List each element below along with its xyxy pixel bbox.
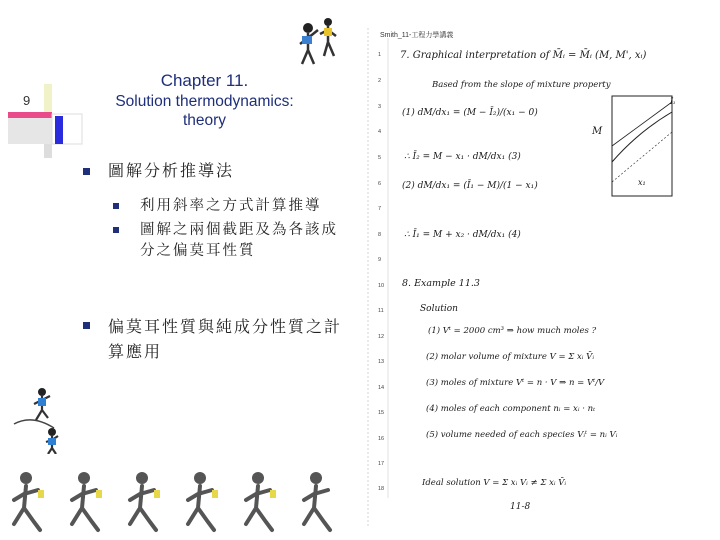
notes-line: (3) moles of mixture Vᵗ = n · V ⇒ n = Vᵗ/V xyxy=(426,378,605,388)
notes-line: (1) Vᵗ = 2000 cm³ ⇒ how much moles ? xyxy=(428,326,597,336)
decorative-squares xyxy=(8,84,84,160)
notes-page-number: 11-8 xyxy=(510,502,531,512)
line-number: 12 xyxy=(378,334,385,340)
notes-line: Based from the slope of mixture property xyxy=(432,80,611,90)
slide-title xyxy=(92,70,317,130)
bullet-marker-icon xyxy=(113,203,119,209)
line-number: 3 xyxy=(378,104,382,110)
graph-label-y-right: Ī₁ xyxy=(670,98,676,106)
handwritten-notes-image xyxy=(360,28,680,528)
line-number: 5 xyxy=(378,155,382,161)
slide-number: 9 xyxy=(23,93,31,108)
sub-bullet-item xyxy=(80,196,350,217)
bullet-item xyxy=(80,160,350,182)
bullet-marker-icon xyxy=(83,168,90,175)
sub-bullet-text: 圖解之兩個截距及為各該成分之偏莫耳性質 xyxy=(140,222,338,259)
notes-line: (1) dM/dx₁ = (M − Ī₂)/(x₁ − 0) xyxy=(402,108,538,118)
line-number: 1 xyxy=(378,52,382,58)
bullet-marker-icon xyxy=(113,227,119,233)
bullet-text: 圖解分析推導法 xyxy=(108,161,235,180)
bullet-marker-icon xyxy=(83,322,90,329)
line-number: 9 xyxy=(378,257,382,263)
graph-label-x: x₁ xyxy=(638,178,646,187)
graph-label-y-left: M xyxy=(592,126,603,137)
bullet-item xyxy=(80,314,350,364)
line-number: 13 xyxy=(378,359,385,365)
climbers-illustration xyxy=(296,16,340,70)
notes-line: ∴ Ī₁ = M + x₂ · dM/dx₁ (4) xyxy=(404,230,521,240)
climber-rope-illustration xyxy=(12,384,62,454)
bullet-list xyxy=(80,160,350,378)
notes-line: (2) molar volume of mixture V = Σ xᵢ V̄ᵢ xyxy=(426,352,595,362)
notes-line: Solution xyxy=(420,304,458,314)
notes-line: (4) moles of each component nᵢ = xᵢ · nₜ xyxy=(426,404,596,414)
sub-bullet-text: 利用斜率之方式計算推導 xyxy=(140,198,322,214)
line-number: 6 xyxy=(378,181,382,187)
title-line-1: Chapter 11. xyxy=(160,71,249,90)
line-number: 2 xyxy=(378,78,382,84)
line-number: 16 xyxy=(378,436,385,442)
notes-line: (2) dM/dx₁ = (Ī₁ − M)/(1 − x₁) xyxy=(402,181,538,191)
line-number: 17 xyxy=(378,461,385,467)
notes-line: (5) volume needed of each species Vᵢᵗ = nᵢ Vᵢ xyxy=(426,430,618,440)
line-number: 10 xyxy=(378,283,385,289)
title-line-3: theory xyxy=(182,112,227,129)
notes-line: ∴ Ī₂ = M − x₁ · dM/dx₁ (3) xyxy=(404,152,521,162)
sub-bullet-item xyxy=(80,220,350,262)
line-number: 18 xyxy=(378,486,385,492)
line-number: 11 xyxy=(378,308,384,314)
line-number: 8 xyxy=(378,232,382,238)
bullet-text: 偏莫耳性質與純成分性質之計算應用 xyxy=(108,317,343,361)
notes-line: 8. Example 11.3 xyxy=(402,278,480,289)
runners-footer-illustration xyxy=(0,470,350,540)
notes-line: 7. Graphical interpretation of M̄ᵢ = M̄ᵢ (M, M', xᵢ) xyxy=(400,50,647,61)
line-number: 15 xyxy=(378,410,385,416)
line-number: 7 xyxy=(378,206,382,212)
line-number: 4 xyxy=(378,129,382,135)
notes-header: Smith_11-工程力學講義 xyxy=(380,32,454,39)
title-line-2: Solution thermodynamics: xyxy=(115,93,294,110)
line-number: 14 xyxy=(378,385,385,391)
notes-line: Ideal solution V = Σ xᵢ Vᵢ ≠ Σ xᵢ V̄ᵢ xyxy=(422,478,567,488)
